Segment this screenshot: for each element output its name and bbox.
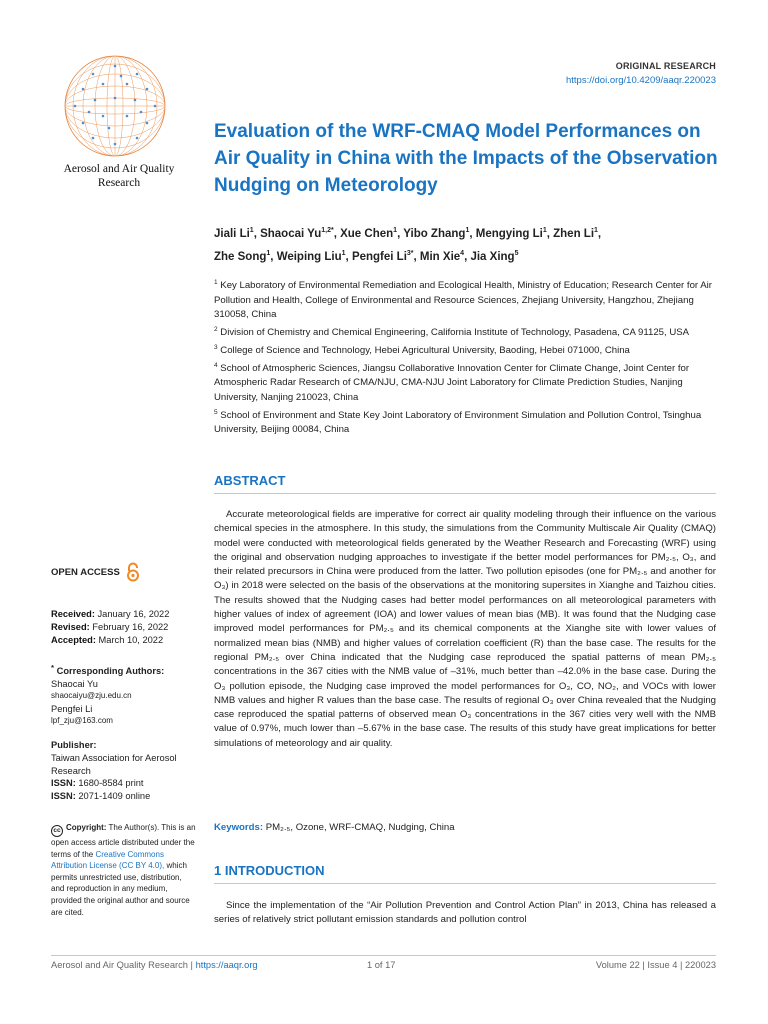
- journal-url-link[interactable]: https://aaqr.org: [195, 960, 258, 970]
- keywords: [214, 822, 455, 833]
- author: Pengfei $Li^{3*}$: [351, 249, 414, 263]
- affiliation: $^1$ Key Laboratory of Environmental Remediation and Ecological Health, Ministry of Education; Research Center for Air Pollution and Health, College of Environmental and Resource Sciences, Zhejiang University, Hangzhou, Zhejiang 310058, China: [214, 279, 712, 321]
- affiliations: [214, 276, 719, 438]
- affiliation: $^5$ School of Environment and State Key Joint Laboratory of Environment Simulation and Pollution Control, Tsinghua University, Beijing 00084, China: [214, 408, 702, 436]
- author: Jiali Li$^1$: [214, 227, 254, 240]
- divider: [214, 493, 716, 494]
- corresponding-author-name: Pengfei Li: [51, 703, 93, 714]
- copyright-text: which permits unrestricted use, distribution, and reproduction in any medium, provided the original author and source are cited.: [51, 861, 190, 917]
- author: Zhen Li$^1$: [553, 227, 598, 240]
- open-access-badge: [51, 562, 140, 582]
- article-dates: [51, 608, 169, 647]
- divider: [214, 883, 716, 884]
- introduction-heading: 1 INTRODUCTION: [214, 863, 325, 878]
- open-access-lock-icon: [126, 562, 140, 582]
- author: Xue Chen$^1$: [340, 227, 398, 240]
- affiliation: $^3$ College of Science and Technology, Hebei Agricultural University, Baoding, Hebei 071000, China: [214, 343, 630, 356]
- cc-license-link[interactable]: Creative Commons Attribution License (CC BY 4.0),: [51, 849, 165, 871]
- copyright-text: The Author(s). This is an open access article distributed under the terms of the: [51, 823, 196, 859]
- issn-print: ISSN: 1680-8584 print: [51, 778, 144, 789]
- affiliation: $^2$ Division of Chemistry and Chemical Engineering, California Institute of Technology, Pasadena, CA 91125, USA: [214, 325, 690, 339]
- author: Min Xie$^4$: [419, 249, 465, 263]
- keywords-label: Keywords:: [214, 822, 264, 833]
- cc-icon: cc: [51, 825, 63, 837]
- journal-name: Aerosol and Air Quality Research: [63, 163, 175, 189]
- abstract-heading: ABSTRACT: [214, 473, 286, 488]
- author: Zhe Song$^1$: [214, 249, 271, 263]
- doi-link[interactable]: https://doi.org/10.4209/aaqr.220023: [565, 75, 716, 86]
- page-number: 1 of 17: [367, 960, 396, 970]
- author: Weiping Liu$^1$: [276, 249, 346, 263]
- corresponding-author-name: Shaocai Yu: [51, 678, 98, 689]
- footer-journal: Aerosol and Air Quality Research | https://aaqr.org: [51, 960, 258, 970]
- publisher-label: Publisher:: [51, 740, 97, 750]
- author: Shaocai $Yu^{1,2*}$: [260, 227, 334, 240]
- copyright-label: Copyright:: [66, 823, 107, 832]
- open-access-label: OPEN ACCESS: [51, 566, 120, 578]
- corresponding-authors: [51, 662, 201, 728]
- article-type: ORIGINAL RESEARCH: [615, 61, 716, 71]
- author: Jia Xing$^5$: [470, 249, 519, 263]
- article-header: [566, 61, 716, 86]
- introduction-text: Since the implementation of the “Air Pollution Prevention and Control Action Plan” in 2013, China has released a series of relatively strict pollutant emission standards and pollution control: [214, 900, 716, 926]
- abstract-text: Accurate meteorological fields are imperative for correct air quality modeling through their influence on the various chemical species in the atmosphere. In this study, the simulations from the Community Multiscale Air Quality (CMAQ) model were conducted with meteorological fields generated by the Weather Research and Forecasting (WRF) using the original and observation nudging approaches to investigate if the better model performances for PM₂.₅, O₃, and their related precursors in China were produced from the latter. Two pollution episodes (one for PM₂.₅ and another for O₃) in 2018 were selected on the basis of the observations at the monitoring supersites in Xianghe and Taizhou cities. The results showed that the Nudging cases had better model performances on all meteorological parameters with higher values of index of agreement (IOA) and lower values of mean bias (MB). It was found that the Nudging case improved model performances for PM₂.₅ and its chemical components at the Xianghe site with lower values of normalized mean bias (NMB) and higher values of correlation coefficient (R) than the base case. The results for the regional PM₂.₅ over China indicated that the Nudging case reproduced the spatial patterns of mean PM₂.₅ concentrations in the 367 cities with the NMB value of –31%, much better than –42.0% in the base case. During the O₃ pollution episode, the Nudging case improved the model performances for O₃, CO, NO₂, and VOCs with lower NMB values and higher R values than the base case. The results of regional O₃ over China revealed that the Nudging case reproduced the spatial patterns of observed mean O₃ concentrations in the 367 cities very well with the NMB value of 0.97%, much lower than –5.67% in the base case. The results of this study have great implications for better simulations of meteorology and air quality.: [214, 509, 716, 749]
- revised-date: Revised: February 16, 2022: [51, 622, 169, 632]
- globe-logo-icon: [63, 54, 167, 158]
- publisher-name: Taiwan Association for Aerosol Research: [51, 752, 177, 776]
- article-title: Evaluation of the WRF-CMAQ Model Performances on Air Quality in China with the Impacts of the Observation Nudging on Meteorology: [214, 121, 718, 196]
- footer-divider: [51, 955, 716, 956]
- affiliation: $^4$ School of Atmospheric Sciences, Jiangsu Collaborative Innovation Center for Climate Change, Joint Center for Atmospheric Radar Research of CMA/NJU, CMA-NJU Joint Laboratory for Climate Prediction Studies, Nanjing University, Nanjing 210023, China: [214, 361, 690, 403]
- accepted-date: Accepted: March 10, 2022: [51, 635, 164, 645]
- keywords-text: PM₂.₅, Ozone, WRF-CMAQ, Nudging, China: [265, 822, 455, 833]
- volume-issue: Volume 22 | Issue 4 | 220023: [595, 960, 716, 970]
- publisher-info: [51, 739, 201, 803]
- author-list: Jiali Li$^1$, Shaocai $Yu^{1,2*}$, Xue Chen$^1$, Yibo Zhang$^1$, Mengying Li$^1$, Zhen Li$^1$, Zhe Song$^1$, Weiping Liu$^1$, Pengfei $Li^{3*}$, Min Xie$^4$, Jia Xing$^5$: [214, 227, 602, 263]
- corresponding-author-email[interactable]: lpf_zju@163.com: [51, 716, 113, 726]
- corresponding-label: * Corresponding Authors:: [51, 663, 165, 677]
- copyright-notice: [51, 822, 196, 918]
- issn-online: ISSN: 2071-1409 online: [51, 791, 151, 802]
- received-date: Received: January 16, 2022: [51, 609, 170, 619]
- author: Mengying Li$^1$: [475, 227, 547, 240]
- corresponding-author-email[interactable]: shaocaiyu@zju.edu.cn: [51, 691, 132, 701]
- author: Yibo Zhang$^1$: [403, 227, 470, 240]
